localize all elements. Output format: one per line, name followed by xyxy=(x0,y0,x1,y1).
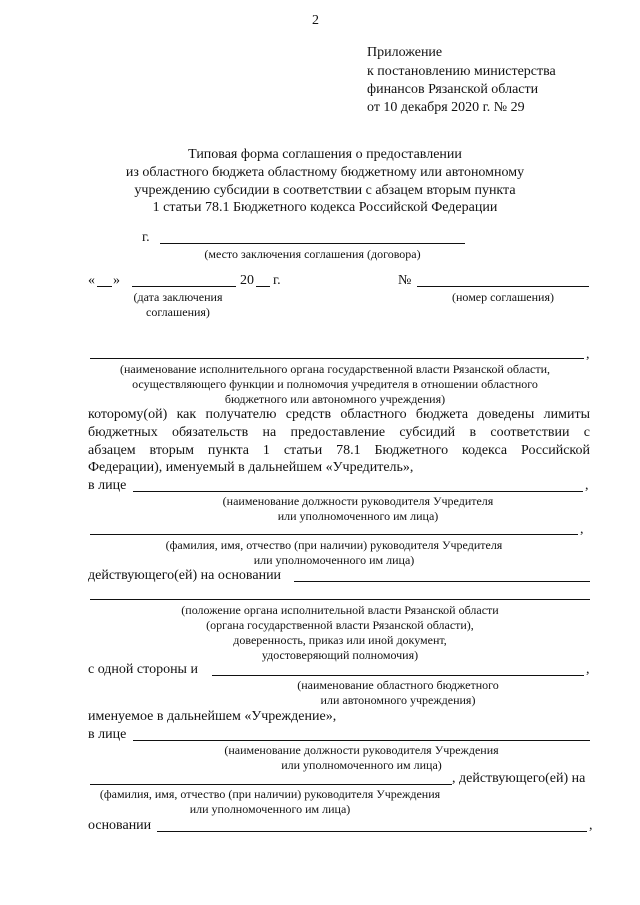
acting-basis-label: действующего(ей) на основании xyxy=(88,568,282,583)
inst-head-caption: (наименование должности руководителя Учреждения xyxy=(224,743,499,757)
head-caption: (наименование должности руководителя Учредителя xyxy=(222,494,494,508)
number-sign: № xyxy=(398,273,412,288)
appendix-line: Приложение xyxy=(367,45,443,60)
title-line: 1 статьи 78.1 Бюджетного кодекса Российской Федерации xyxy=(152,200,498,215)
one-side-label: с одной стороны и xyxy=(88,662,198,677)
founder-head-position-field[interactable] xyxy=(133,491,583,492)
founder-caption: (наименование исполнительного органа государственной власти Рязанской области, xyxy=(119,362,551,376)
institution-basis-field[interactable] xyxy=(157,831,587,832)
body-line: которому(ой) как получателю средств областного бюджета доведены лимиты xyxy=(88,407,590,422)
comma: , xyxy=(586,662,590,677)
appendix-line: финансов Рязанской области xyxy=(367,82,539,97)
year-prefix: 20 xyxy=(240,273,254,288)
acting-on-label: , действующего(ей) на xyxy=(452,771,586,786)
in-person-label: в лице xyxy=(88,478,127,493)
founder-head-fio-field[interactable] xyxy=(90,534,578,535)
basis-caption: доверенность, приказ или иной документ, xyxy=(233,633,447,647)
institution-caption: (наименование областного бюджетного xyxy=(297,678,499,692)
title-line: из областного бюджета областному бюджетному или автономному xyxy=(125,165,525,180)
fio-caption: (фамилия, имя, отчество (при наличии) руководителя Учредителя xyxy=(165,538,503,552)
basis-caption: (органа государственной власти Рязанской области), xyxy=(206,618,474,632)
place-caption: (место заключения соглашения (договора) xyxy=(204,247,421,261)
date-caption: соглашения) xyxy=(146,305,210,319)
body-line: абзацем вторым пункта 1 статьи 78.1 Бюджетного кодекса Российской xyxy=(88,443,590,458)
hereinafter-institution: именуемое в дальнейшем «Учреждение», xyxy=(88,709,337,724)
founder-name-field[interactable] xyxy=(90,358,584,359)
body-line: Федерации), именуемый в дальнейшем «Учредитель», xyxy=(88,460,414,475)
inst-fio-caption: или уполномоченного им лица) xyxy=(189,802,351,816)
basis-caption: (положение органа исполнительной власти Рязанской области xyxy=(181,603,499,617)
number-caption: (номер соглашения) xyxy=(452,290,554,304)
institution-name-field[interactable] xyxy=(212,675,584,676)
title-line: Типовая форма соглашения о предоставлении xyxy=(188,147,462,162)
comma: , xyxy=(585,478,589,493)
page-number: 2 xyxy=(312,13,319,28)
inst-fio-caption: (фамилия, имя, отчество (при наличии) руководителя Учреждения xyxy=(99,787,441,801)
year-field[interactable] xyxy=(256,286,270,287)
basis-caption: удостоверяющий полномочия) xyxy=(261,648,419,662)
appendix-line: к постановлению министерства xyxy=(367,64,556,79)
agreement-number-field[interactable] xyxy=(417,286,589,287)
title-line: учреждению субсидии в соответствии с абзацем вторым пункта xyxy=(134,183,516,198)
fio-caption: или уполномоченного им лица) xyxy=(253,553,415,567)
comma: , xyxy=(580,522,584,537)
institution-caption: или автономного учреждения) xyxy=(320,693,476,707)
institution-head-fio-field[interactable] xyxy=(90,784,452,785)
inst-head-caption: или уполномоченного им лица) xyxy=(281,758,442,772)
body-line: бюджетных обязательств на предоставление субсидий в соответствии с xyxy=(88,425,590,440)
year-suffix: г. xyxy=(273,273,281,288)
date-caption: (дата заключения xyxy=(133,290,223,304)
basis-field[interactable] xyxy=(294,581,590,582)
appendix-line: от 10 декабря 2020 г. № 29 xyxy=(367,100,525,115)
in-person-label: в лице xyxy=(88,727,127,742)
city-prefix: г. xyxy=(142,230,150,245)
day-field[interactable] xyxy=(97,286,112,287)
basis-label: основании xyxy=(88,818,152,833)
quote-close: » xyxy=(113,273,120,288)
month-field[interactable] xyxy=(132,286,236,287)
founder-caption: осуществляющего функции и полномочия учредителя в отношении областного xyxy=(132,377,538,391)
head-caption: или уполномоченного им лица) xyxy=(277,509,439,523)
comma: , xyxy=(589,818,593,833)
comma: , xyxy=(586,347,590,362)
place-field[interactable] xyxy=(160,243,465,244)
founder-caption: бюджетного или автономного учреждения) xyxy=(224,392,446,406)
institution-head-position-field[interactable] xyxy=(133,740,590,741)
basis-field-continuation[interactable] xyxy=(90,599,590,600)
quote-open: « xyxy=(88,273,95,288)
